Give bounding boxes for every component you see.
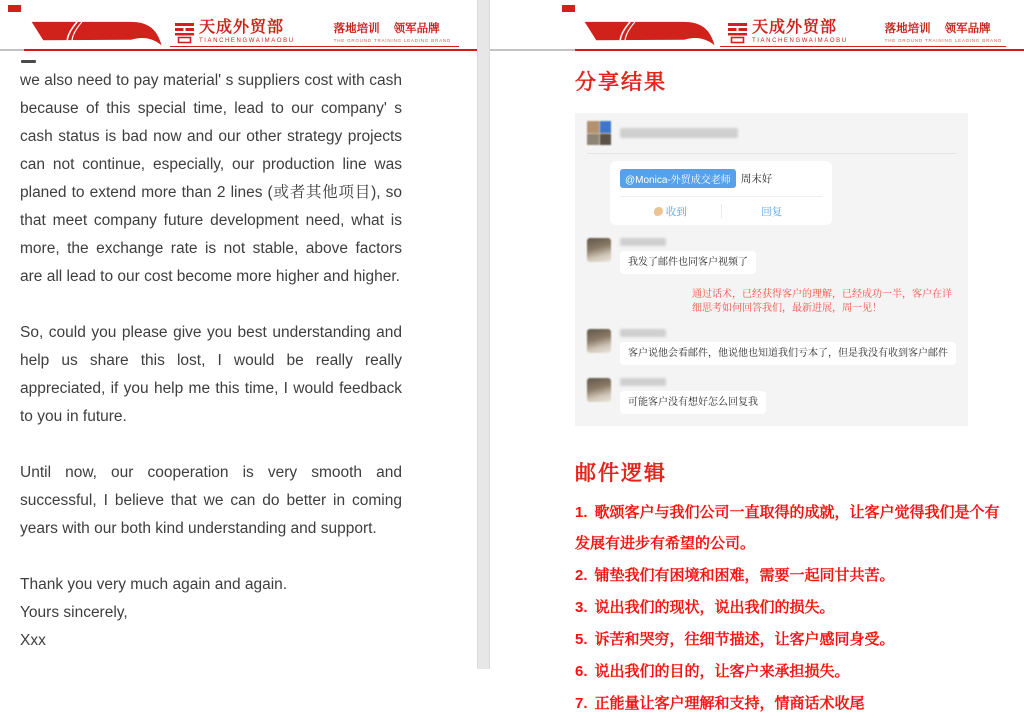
trainer-annotation: 通过话术，已经获得客户的理解，已经成功一半，客户在详细思考如何回答我们，最新进展，周一见！: [692, 289, 952, 314]
letter-paragraph: Until now, our cooperation is very smooth and successful, I believe that we can do better in coming years with our both kind understanding and support.: [20, 464, 402, 537]
mention-chip: @Monica-外贸成交老师: [620, 169, 736, 188]
message-bubble: 我发了邮件也同客户视频了: [620, 251, 756, 274]
page-left: [0, 0, 477, 669]
user-avatar[interactable]: [587, 238, 611, 262]
brand-logo: [175, 20, 295, 44]
corner-accent: [562, 5, 575, 12]
ribbon-swoosh: [575, 19, 720, 48]
ribbon-swoosh: [22, 19, 167, 48]
reply-button[interactable]: 回复: [761, 205, 783, 218]
logic-item: 3. 说出我们的现状，说出我们的损失。: [575, 599, 835, 616]
tiancheng-seal-icon: [728, 22, 747, 43]
tagline-right: 领军品牌: [944, 23, 991, 35]
brand-name: 天成外贸部: [752, 19, 838, 36]
received-button[interactable]: 收到: [620, 204, 721, 219]
chat-message: [587, 329, 956, 365]
closing-thanks: Thank you very much again and again.: [20, 576, 288, 593]
user-avatar[interactable]: [587, 329, 611, 353]
corner-accent: [8, 5, 21, 12]
right-page-content: [490, 66, 1024, 720]
logic-item: 5. 诉苦和哭穷，往细节描述，让客户感同身受。: [575, 631, 895, 648]
tagline-left: 落地培训: [884, 23, 931, 35]
letter-paragraph: So, could you please give you best understanding and help us share this lost, I would be really really appreciated, if you help me this time, I would feedback to you in future.: [20, 324, 402, 425]
letter-paragraph: we also need to pay material' s suppliers cost with cash because of this special time, lead to our company' s cash status is bad now and our other strategy projects can not continue, especially, our production line was planed to extend more than 2 lines (或者其他项目), so that meet company future development need, what is more, the exchange rate is not stable, above factors are all lead to our cost become more higher and higher.: [20, 72, 402, 285]
ok-hand-icon: [654, 207, 663, 216]
tiancheng-seal-icon: [175, 22, 194, 43]
mention-message: 周末好: [740, 173, 773, 185]
logic-item: 7. 正能量让客户理解和支持，情商话术收尾: [575, 695, 865, 712]
mention-card: [610, 161, 832, 225]
tagline-sub: THE GROUND TRAINING LEADING BRAND: [333, 37, 451, 43]
blurred-user-name: [620, 378, 666, 386]
letter-body: [0, 55, 477, 655]
page-gutter: [477, 0, 490, 669]
chat-message: [587, 238, 956, 274]
brand-name-latin: TIANCHENGWAIMAOBU: [199, 38, 295, 44]
chat-screenshot: [575, 113, 968, 426]
brand-header: [490, 0, 1024, 55]
mention-row: [620, 169, 822, 188]
cropped-text-fragment: [21, 60, 36, 63]
brand-name-latin: TIANCHENGWAIMAOBU: [752, 38, 848, 44]
card-actions: [620, 196, 822, 225]
user-avatar[interactable]: [587, 378, 611, 402]
share-results-title: 分享结果: [575, 70, 667, 94]
brand-tagline: [885, 24, 1002, 43]
brand-logo: [728, 20, 848, 44]
brand-tagline: [334, 24, 451, 43]
blurred-user-name: [620, 238, 666, 246]
brand-name: 天成外贸部: [199, 19, 285, 36]
logic-item: 1. 歌颂客户与我们公司一直取得的成就，让客户觉得我们是个有发展有进步有希望的公司。: [575, 504, 1000, 552]
chat-header-row: [587, 121, 956, 154]
logic-item: 6. 说出我们的目的，让客户来承担损失。: [575, 663, 850, 680]
letter-closing: [20, 571, 402, 655]
tagline-left: 落地培训: [333, 23, 380, 35]
email-logic-title: 邮件逻辑: [575, 461, 667, 485]
page-right: [490, 0, 1024, 712]
blurred-group-name: [620, 128, 738, 138]
closing-signature: Xxx: [20, 632, 46, 649]
group-avatar[interactable]: [587, 121, 611, 145]
chat-message: [587, 378, 956, 414]
brand-header: [0, 0, 477, 55]
closing-sincerely: Yours sincerely,: [20, 604, 128, 621]
message-bubble: 可能客户没有想好怎么回复我: [620, 391, 766, 414]
logic-item: 2. 铺垫我们有困境和困难，需要一起同甘共苦。: [575, 567, 895, 584]
blurred-user-name: [620, 329, 666, 337]
tagline-right: 领军品牌: [393, 23, 440, 35]
message-bubble: 客户说他会看邮件，他说他也知道我们亏本了，但是我没有收到客户邮件: [620, 342, 956, 365]
email-logic-list: [575, 497, 1002, 720]
tagline-sub: THE GROUND TRAINING LEADING BRAND: [884, 37, 1002, 43]
